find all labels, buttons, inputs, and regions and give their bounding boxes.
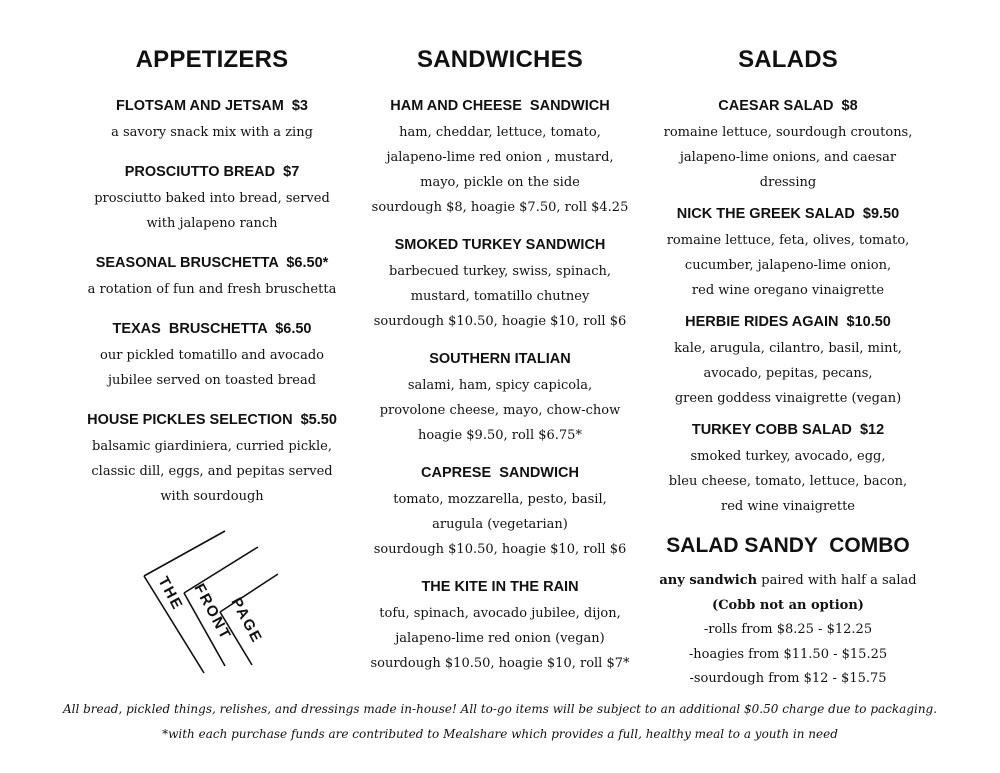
- menu-item: [350, 463, 650, 562]
- item-name: TURKEY COBB SALAD $12: [691, 422, 885, 438]
- menu-item: [62, 253, 362, 302]
- item-description: romaine lettuce, feta, olives, tomato, cucumber, jalapeno-lime onion, red wine oregano vinaigrette: [666, 233, 910, 298]
- combo-line: [638, 569, 938, 594]
- menu-item: [350, 235, 650, 334]
- item-name: NICK THE GREEK SALAD $9.50: [676, 206, 900, 222]
- combo-price-line: -rolls from $8.25 - $12.25: [703, 622, 873, 637]
- footer-mealshare-note: *with each purchase funds are contributed to Mealshare which provides a full, healthy meal to a youth in need: [162, 727, 838, 741]
- menu-item: [638, 204, 938, 303]
- item-name: HAM AND CHEESE SANDWICH: [390, 98, 610, 114]
- menu-item: [638, 312, 938, 411]
- logo-text-line: PAGE: [227, 594, 266, 647]
- menu-item: [62, 162, 362, 236]
- item-description: balsamic giardiniera, curried pickle, classic dill, eggs, and pepitas served with sourdough: [91, 439, 333, 504]
- item-description: our pickled tomatillo and avocado jubilee served on toasted bread: [100, 348, 324, 388]
- item-description: tofu, spinach, avocado jubilee, dijon, jalapeno-lime red onion (vegan) sourdough $10.50, hoagie $10, roll $7*: [370, 606, 630, 671]
- item-name: SOUTHERN ITALIAN: [429, 351, 571, 367]
- combo-title: SALAD SANDY COMBO: [666, 534, 910, 557]
- item-name: THE KITE IN THE RAIN: [421, 579, 579, 595]
- item-name: CAPRESE SANDWICH: [421, 465, 579, 481]
- item-name: SMOKED TURKEY SANDWICH: [394, 237, 606, 253]
- combo-text: paired with half a salad: [757, 573, 917, 588]
- section-title-sandwiches: SANDWICHES: [416, 46, 583, 73]
- item-description: a savory snack mix with a zing: [111, 125, 313, 140]
- item-name: SEASONAL BRUSCHETTA $6.50*: [95, 255, 329, 271]
- menu-item: [62, 410, 362, 509]
- combo-details: [638, 569, 938, 692]
- menu-item: [62, 319, 362, 393]
- combo-emphasis: any sandwich: [659, 573, 758, 588]
- menu-item: [350, 577, 650, 676]
- item-name: FLOTSAM AND JETSAM $3: [115, 98, 308, 114]
- menu-item: [62, 96, 362, 145]
- item-description: a rotation of fun and fresh bruschetta: [87, 282, 337, 297]
- item-description: ham, cheddar, lettuce, tomato, jalapeno-lime red onion , mustard, mayo, pickle on the side sourdough $8, hoagie $7.50, roll $4.25: [371, 125, 629, 215]
- menu-item: [350, 349, 650, 448]
- item-name: TEXAS BRUSCHETTA $6.50: [112, 321, 312, 337]
- menu-item: [638, 420, 938, 519]
- item-description: tomato, mozzarella, pesto, basil, arugula (vegetarian) sourdough $10.50, hoagie $10, roll $6: [373, 492, 627, 557]
- item-description: smoked turkey, avocado, egg, bleu cheese, tomato, lettuce, bacon, red wine vinaigrette: [668, 449, 908, 514]
- combo-note: (Cobb not an option): [712, 597, 864, 613]
- combo-price-line: -hoagies from $11.50 - $15.25: [688, 646, 888, 662]
- section-title-appetizers: APPETIZERS: [135, 46, 289, 73]
- item-description: prosciutto baked into bread, served with jalapeno ranch: [94, 191, 330, 231]
- item-description: salami, ham, spicy capicola, provolone cheese, mayo, chow-chow hoagie $9.50, roll $6.75*: [379, 378, 621, 443]
- item-name: PROSCIUTTO BREAD $7: [124, 164, 300, 180]
- menu-item: [638, 96, 938, 195]
- item-name: HOUSE PICKLES SELECTION $5.50: [87, 412, 337, 428]
- item-name: CAESAR SALAD $8: [718, 98, 858, 114]
- menu-item: [350, 96, 650, 220]
- salads-column: [638, 44, 938, 692]
- item-description: barbecued turkey, swiss, spinach, mustard, tomatillo chutney sourdough $10.50, hoagie $10, roll $6: [373, 264, 627, 329]
- item-description: kale, arugula, cilantro, basil, mint, avocado, pepitas, pecans, green goddess vinaigrette (vegan): [674, 341, 902, 406]
- section-title-salads: SALADS: [738, 46, 838, 73]
- combo-price-line: -sourdough from $12 - $15.75: [689, 671, 887, 686]
- the-front-page-logo: [140, 528, 300, 688]
- appetizers-column: [62, 44, 362, 526]
- item-name: HERBIE RIDES AGAIN $10.50: [685, 314, 891, 330]
- item-description: romaine lettuce, sourdough croutons, jalapeno-lime onions, and caesar dressing: [663, 125, 913, 190]
- logo-text-line: FRONT: [190, 580, 235, 644]
- footer-note: All bread, pickled things, relishes, and dressings made in-house! All to-go items will be subject to an additional $0.50 charge due to packaging.: [62, 702, 938, 716]
- sandwiches-column: [350, 44, 650, 691]
- logo-text-line: THE: [154, 573, 187, 614]
